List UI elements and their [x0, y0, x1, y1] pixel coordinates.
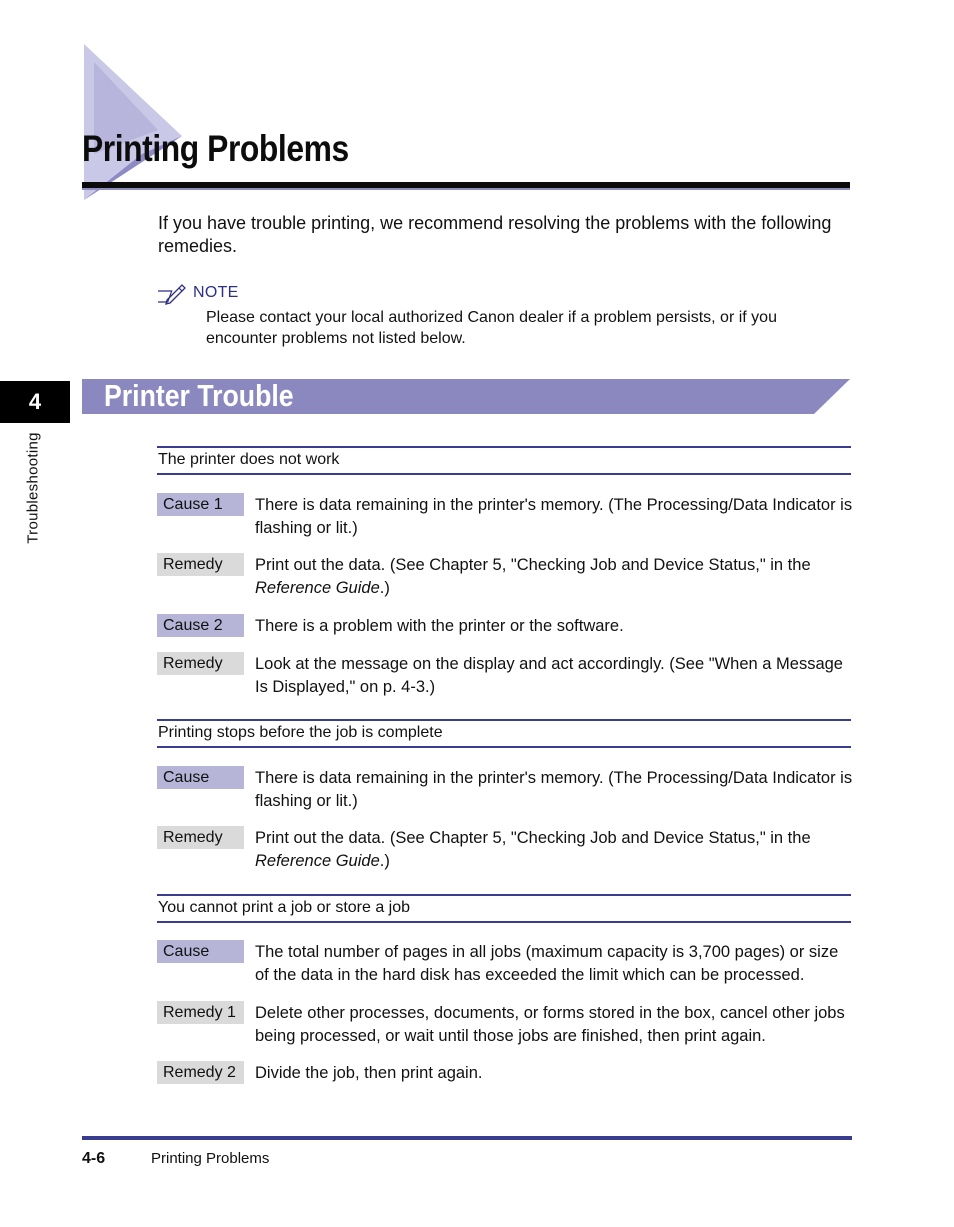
remedy-text: Divide the job, then print again. [255, 1064, 483, 1082]
intro-paragraph: If you have trouble printing, we recommend resolving the problems with the following remedies. [158, 213, 832, 256]
reference-guide-title: Reference Guide [255, 578, 380, 597]
chapter-number-tab: 4 [0, 381, 70, 423]
problem-heading: You cannot print a job or store a job [157, 894, 851, 923]
pencil-note-icon [158, 282, 186, 306]
footer-title: Printing Problems [151, 1150, 270, 1167]
note-text: Please contact your local authorized Canon dealer if a problem persists, or if you encounter problems not listed below. [206, 309, 777, 347]
remedy-text-main: Print out the data. (See Chapter 5, "Checking Job and Device Status," in the [255, 829, 811, 847]
remedy-tag: Remedy [157, 652, 244, 675]
page-title: Printing Problems [82, 128, 349, 169]
title-rule-accent [82, 188, 850, 190]
remedy-text-end: .) [379, 578, 390, 597]
remedy-tag: Remedy [157, 826, 244, 849]
problem-heading: Printing stops before the job is complete [157, 719, 851, 748]
footer-rule [82, 1136, 852, 1140]
cause-tag: Cause [157, 940, 244, 963]
remedy-text-end: .) [379, 851, 390, 870]
cause-text: The total number of pages in all jobs (maximum capacity is 3,700 pages) or size of the data in the hard disk has exceeded the limit which can be processed. [255, 943, 839, 984]
cause-tag: Cause [157, 766, 244, 789]
cause-text: There is data remaining in the printer's memory. (The Processing/Data Indicator is flashing or lit.) [255, 496, 853, 537]
remedy-text: Delete other processes, documents, or forms stored in the box, cancel other jobs being processed, or wait until those jobs are finished, then print again. [255, 1004, 845, 1045]
reference-guide-title: Reference Guide [255, 851, 380, 870]
remedy-tag: Remedy 1 [157, 1001, 244, 1024]
cause-tag: Cause 1 [157, 493, 244, 516]
remedy-tag: Remedy 2 [157, 1061, 244, 1084]
decorative-triangle [82, 44, 192, 202]
note-label: NOTE [193, 284, 239, 301]
remedy-text [255, 554, 855, 599]
remedy-text [255, 827, 855, 872]
remedy-text-main: Print out the data. (See Chapter 5, "Checking Job and Device Status," in the [255, 556, 811, 574]
chapter-side-label: Troubleshooting [24, 432, 42, 544]
footer-page-number: 4-6 [82, 1150, 106, 1167]
cause-text: There is a problem with the printer or the software. [255, 617, 624, 635]
cause-tag: Cause 2 [157, 614, 244, 637]
remedy-text: Look at the message on the display and act accordingly. (See "When a Message Is Displayed," on p. 4-3.) [255, 655, 843, 696]
remedy-tag: Remedy [157, 553, 244, 576]
cause-text: There is data remaining in the printer's memory. (The Processing/Data Indicator is flashing or lit.) [255, 769, 853, 810]
section-title: Printer Trouble [104, 378, 294, 413]
problem-heading: The printer does not work [157, 446, 851, 475]
